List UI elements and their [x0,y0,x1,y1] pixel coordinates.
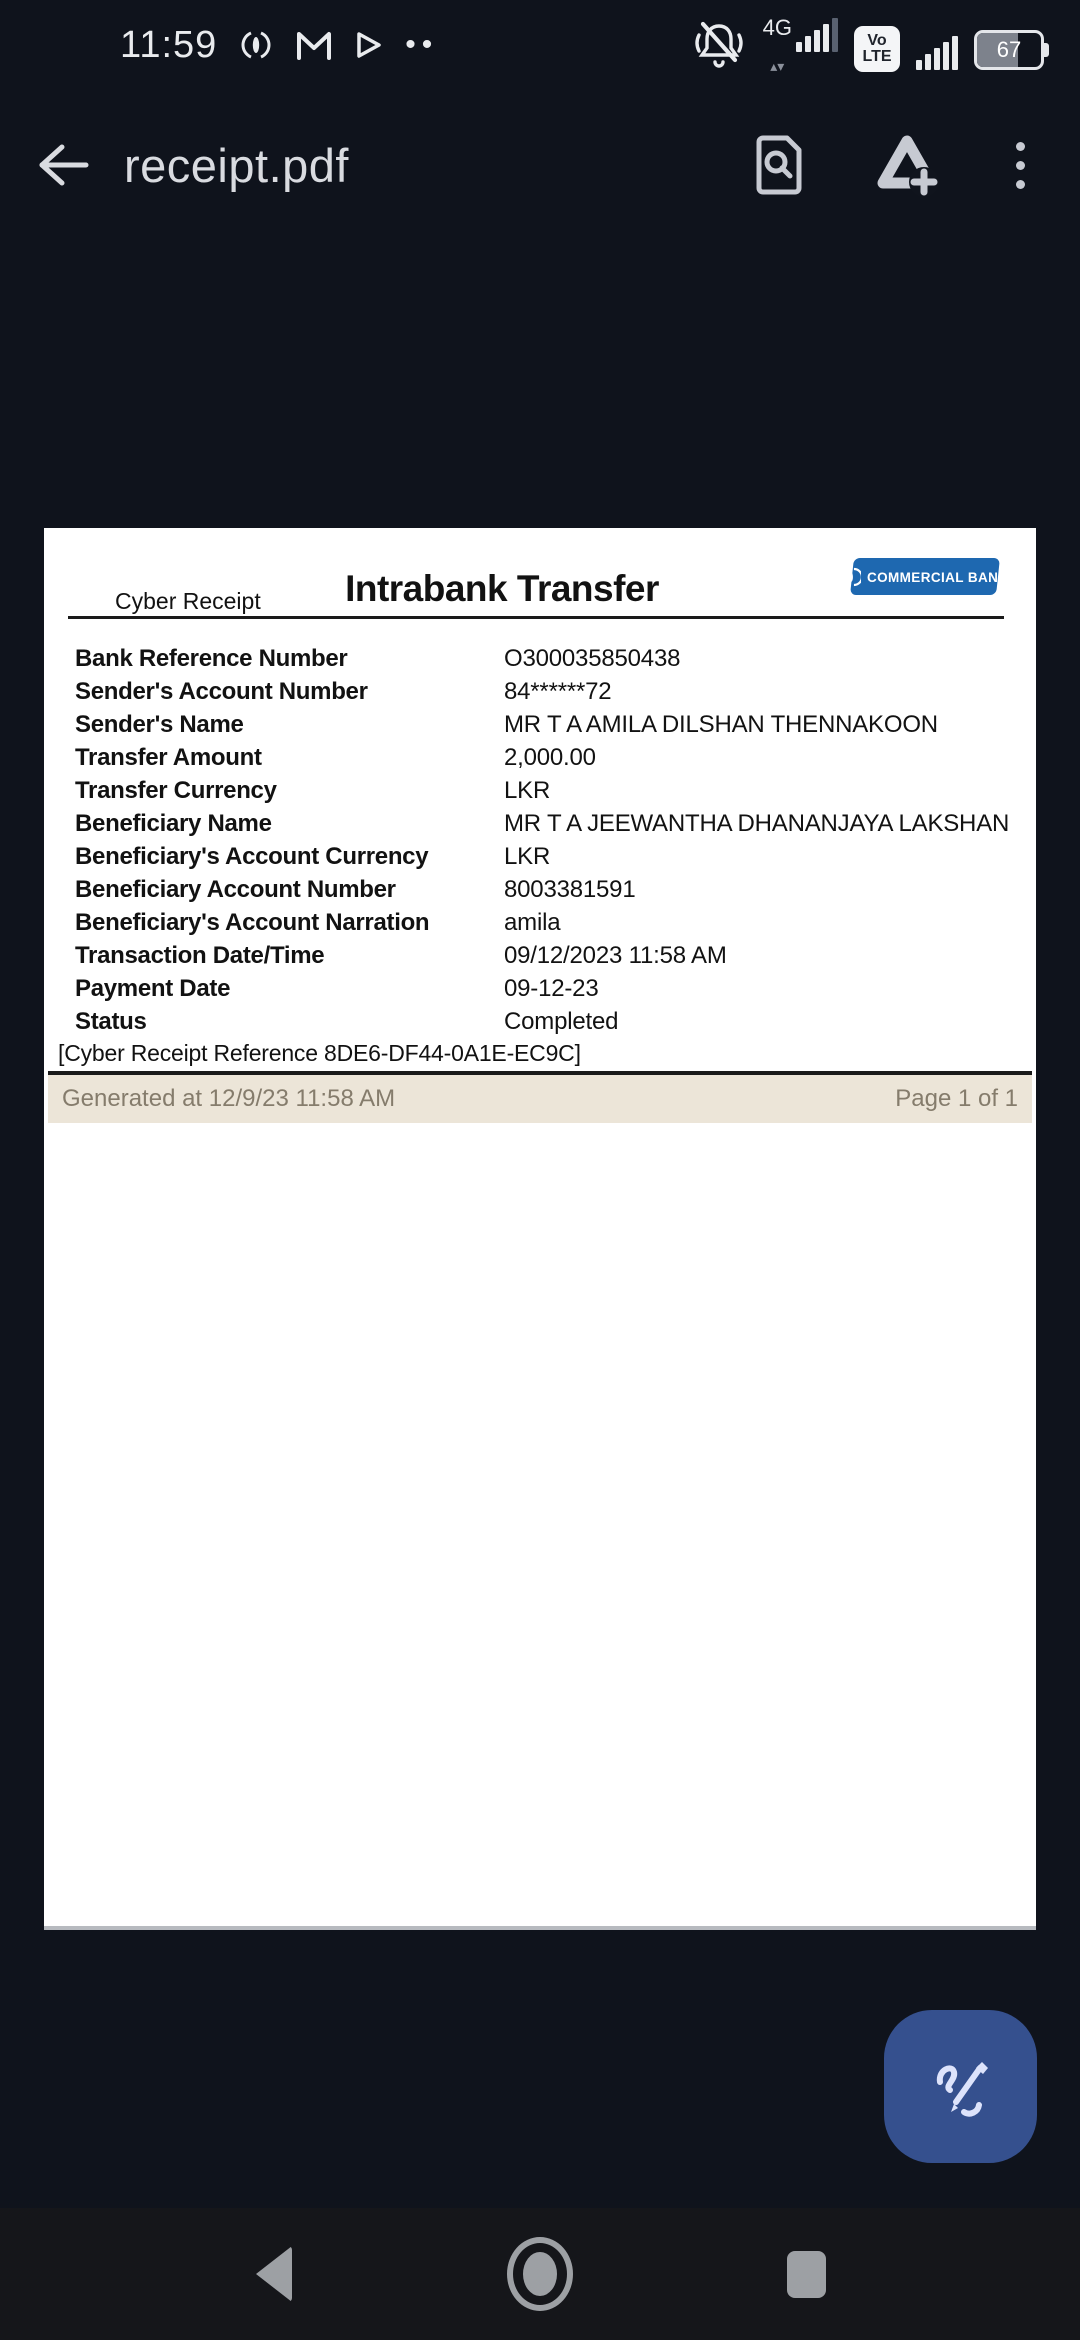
field-label: Bank Reference Number [75,644,348,672]
volte-badge: Vo LTE [854,26,900,72]
field-label: Transfer Amount [75,743,262,771]
save-to-drive-button[interactable] [872,130,942,200]
status-time: 11:59 [120,23,218,66]
back-arrow-icon [36,143,90,187]
receipt-field-row [44,774,1036,807]
field-value: LKR [504,842,551,870]
data-arrows-icon: ▴▾ [770,58,785,74]
app-bar [0,90,1080,240]
bank-emblem-icon [841,567,861,587]
more-notifications-dots: •• [405,28,439,61]
edit-sign-fab[interactable] [884,2010,1037,2163]
sim2-signal-bars-icon [916,36,958,70]
receipt-field-row [44,708,1036,741]
receipt-field-row [44,972,1036,1005]
field-label: Status [75,1007,147,1035]
receipt-doc-type: Cyber Receipt [115,588,261,614]
bell-muted-icon [691,18,747,68]
field-label: Transfer Currency [75,776,277,804]
field-label: Payment Date [75,974,231,1002]
generated-at-text: Generated at 12/9/23 11:58 AM [62,1085,396,1112]
field-label: Beneficiary's Account Narration [75,908,430,936]
field-value: 8003381591 [504,875,636,903]
receipt-field-row [44,807,1036,840]
field-value: O300035850438 [504,644,681,672]
bank-logo-text: COMMERCIAL BANK [867,569,1009,584]
overflow-menu-icon [1016,142,1025,189]
google-drive-add-icon [874,134,940,196]
nav-home-button[interactable] [500,2234,580,2314]
field-value: 2,000.00 [504,743,596,771]
gmail-icon [295,29,333,61]
field-value: MR T A JEEWANTHA DHANANJAYA LAKSHAN [504,809,1010,837]
battery-indicator [974,30,1044,70]
signature-edit-icon [924,2050,998,2124]
sim1-signal-4g-icon [762,15,838,74]
field-value: LKR [504,776,551,804]
field-value: MR T A AMILA DILSHAN THENNAKOON [504,710,938,738]
receipt-field-row [44,741,1036,774]
field-label: Sender's Name [75,710,244,738]
network-type-label: 4G [762,15,792,40]
play-store-icon [355,30,383,60]
battery-percent: 67 [996,37,1022,62]
field-label: Beneficiary's Account Currency [75,842,429,870]
page-number-text: Page 1 of 1 [895,1085,1018,1112]
receipt-fields [44,642,1036,1038]
receipt-field-row [44,873,1036,906]
signal-bars-icon [796,18,838,52]
cyber-receipt-reference: [Cyber Receipt Reference 8DE6-DF44-0A1E-EC9C] [58,1040,581,1066]
commercial-bank-logo [850,558,1009,595]
field-value: 09-12-23 [504,974,599,1002]
battery-nub [1044,43,1049,57]
navigation-bar [0,2208,1080,2340]
nav-back-button[interactable] [234,2234,314,2314]
find-in-document-button[interactable] [744,130,814,200]
field-label: Sender's Account Number [75,677,368,705]
field-value: amila [504,908,561,936]
receipt-field-row [44,642,1036,675]
receipt-title: Intrabank Transfer [345,568,659,609]
field-value: 84******72 [504,677,612,705]
generated-bar [48,1075,1032,1123]
pdf-page[interactable] [44,528,1036,1930]
nav-back-icon [256,2246,292,2302]
overflow-menu-button[interactable] [1000,130,1040,200]
field-label: Transaction Date/Time [75,941,325,969]
receipt-field-row [44,840,1036,873]
receipt-field-row [44,675,1036,708]
receipt-field-row [44,906,1036,939]
header-divider [68,616,1004,619]
nav-home-icon [507,2237,573,2311]
receipt-field-row [44,1005,1036,1038]
find-in-document-icon [753,134,805,196]
nav-recents-button[interactable] [766,2234,846,2314]
field-label: Beneficiary Name [75,809,272,837]
field-label: Beneficiary Account Number [75,875,396,903]
document-title: receipt.pdf [124,138,349,192]
combank-notification-icon [239,28,273,62]
nav-recents-icon [787,2251,826,2298]
back-button[interactable] [28,130,98,200]
field-value: Completed [504,1007,619,1035]
field-value: 09/12/2023 11:58 AM [504,941,727,969]
receipt-field-row [44,939,1036,972]
status-bar [0,0,1080,90]
